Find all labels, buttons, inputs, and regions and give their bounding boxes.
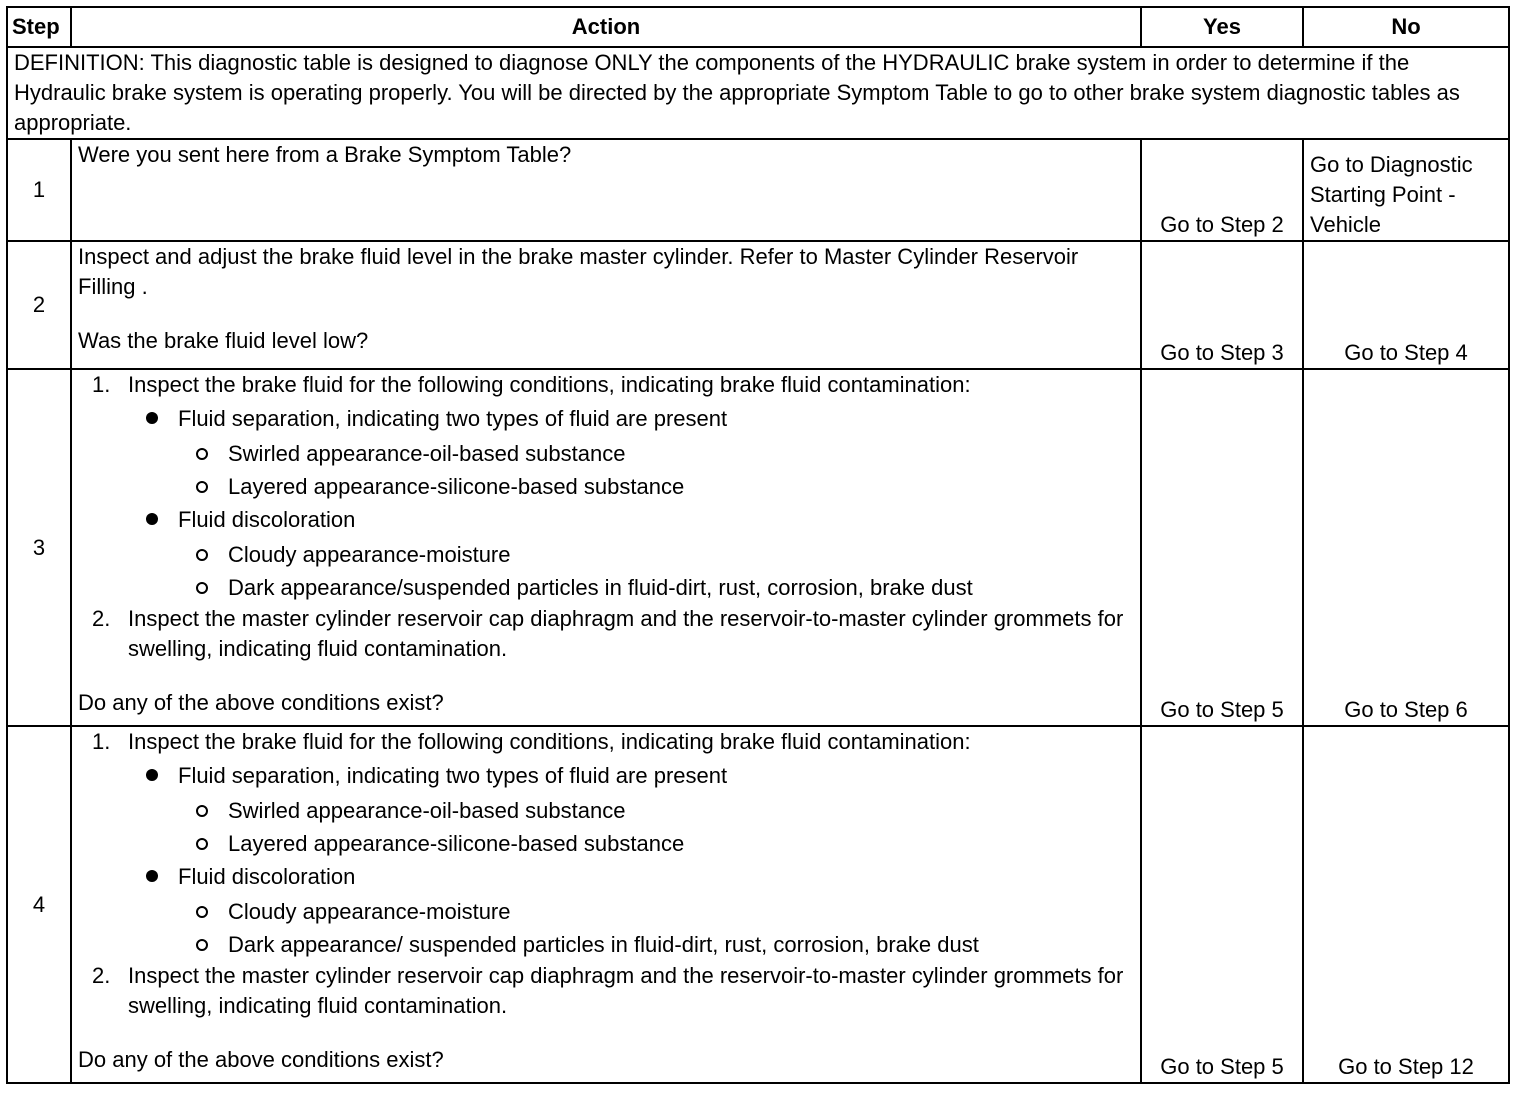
- bullet-text: Fluid separation, indicating two types of fluid are present: [178, 406, 728, 431]
- sub-item: [178, 928, 1134, 961]
- bullet-list: [128, 759, 1134, 961]
- step-question: Were you sent here from a Brake Symptom Table?: [78, 142, 572, 167]
- hollow-circle-icon: [196, 481, 208, 493]
- list-item-text: Inspect the master cylinder reservoir cap diaphragm and the reservoir-to-master cylinder grommets for swelling, indicating fluid contamination.: [128, 606, 1124, 661]
- sub-list: [178, 794, 1134, 860]
- step-number: 3: [7, 369, 71, 726]
- bullet-dot-icon: [146, 769, 158, 781]
- bullet-item: [128, 503, 1134, 604]
- step-number: 1: [7, 139, 71, 241]
- action-cell: [71, 726, 1141, 1083]
- no-cell: Go to Step 12: [1303, 726, 1509, 1083]
- bullet-text: Fluid discoloration: [178, 864, 356, 889]
- bullet-dot-icon: [146, 412, 158, 424]
- list-item-text: Inspect the brake fluid for the following conditions, indicating brake fluid contamination:: [128, 372, 971, 397]
- sub-item-text: Layered appearance-silicone-based substance: [228, 474, 685, 499]
- step-question: Do any of the above conditions exist?: [78, 1047, 444, 1072]
- sub-item-text: Layered appearance-silicone-based substance: [228, 831, 685, 856]
- bullet-item: [128, 402, 1134, 503]
- hollow-circle-icon: [196, 939, 208, 951]
- sub-item: [178, 470, 1134, 503]
- yes-cell: Go to Step 3: [1141, 241, 1303, 369]
- list-item: [78, 727, 1134, 961]
- hollow-circle-icon: [196, 448, 208, 460]
- action-cell: [71, 241, 1141, 369]
- definition-text: DEFINITION: This diagnostic table is designed to diagnose ONLY the components of the HYDRAULIC brake system in order to determine if the Hydraulic brake system is operating properly. You will be directed by the appropriate Symptom Table to go to other brake system diagnostic tables as appropriate.: [7, 47, 1509, 139]
- bullet-item: [128, 759, 1134, 860]
- step-question: Was the brake fluid level low?: [78, 328, 369, 353]
- definition-row: [7, 47, 1509, 139]
- step-instruction: Inspect and adjust the brake fluid level in the brake master cylinder. Refer to Master Cylinder Reservoir Filling .: [78, 244, 1079, 299]
- action-cell: [71, 139, 1141, 241]
- step-number: 2: [7, 241, 71, 369]
- sub-list: [178, 538, 1134, 604]
- sub-item-text: Dark appearance/ suspended particles in fluid-dirt, rust, corrosion, brake dust: [228, 932, 979, 957]
- bullet-dot-icon: [146, 870, 158, 882]
- step-number: 4: [7, 726, 71, 1083]
- list-item: [78, 604, 1134, 664]
- header-yes: Yes: [1141, 7, 1303, 47]
- sub-item-text: Swirled appearance-oil-based substance: [228, 441, 626, 466]
- bullet-text: Fluid discoloration: [178, 507, 356, 532]
- header-action: Action: [71, 7, 1141, 47]
- bullet-item: [128, 860, 1134, 961]
- bullet-text: Fluid separation, indicating two types of fluid are present: [178, 763, 728, 788]
- hollow-circle-icon: [196, 549, 208, 561]
- table-row: [7, 139, 1509, 241]
- hollow-circle-icon: [196, 582, 208, 594]
- list-item-text: Inspect the brake fluid for the following conditions, indicating brake fluid contamination:: [128, 729, 971, 754]
- sub-item: [178, 895, 1134, 928]
- hollow-circle-icon: [196, 906, 208, 918]
- hollow-circle-icon: [196, 805, 208, 817]
- sub-item: [178, 538, 1134, 571]
- step-question: Do any of the above conditions exist?: [78, 690, 444, 715]
- no-cell: Go to Step 4: [1303, 241, 1509, 369]
- sub-item: [178, 827, 1134, 860]
- no-cell: Go to Step 6: [1303, 369, 1509, 726]
- sub-item-text: Dark appearance/suspended particles in fluid-dirt, rust, corrosion, brake dust: [228, 575, 973, 600]
- yes-cell: Go to Step 5: [1141, 369, 1303, 726]
- sub-list: [178, 895, 1134, 961]
- bullet-list: [128, 402, 1134, 604]
- bullet-dot-icon: [146, 513, 158, 525]
- sub-item-text: Cloudy appearance-moisture: [228, 899, 511, 924]
- list-number: 1.: [92, 729, 111, 754]
- sub-item-text: Cloudy appearance-moisture: [228, 542, 511, 567]
- action-cell: [71, 369, 1141, 726]
- hollow-circle-icon: [196, 838, 208, 850]
- numbered-list: [78, 727, 1134, 1021]
- list-number: 2.: [92, 606, 111, 631]
- list-item: [78, 370, 1134, 604]
- list-number: 2.: [92, 963, 111, 988]
- list-item: [78, 961, 1134, 1021]
- table-row: [7, 241, 1509, 369]
- header-no: No: [1303, 7, 1509, 47]
- sub-item-text: Swirled appearance-oil-based substance: [228, 798, 626, 823]
- table-row: [7, 726, 1509, 1083]
- table-row: [7, 369, 1509, 726]
- sub-item: [178, 571, 1134, 604]
- sub-item: [178, 794, 1134, 827]
- yes-cell: Go to Step 5: [1141, 726, 1303, 1083]
- list-item-text: Inspect the master cylinder reservoir cap diaphragm and the reservoir-to-master cylinder grommets for swelling, indicating fluid contamination.: [128, 963, 1124, 1018]
- sub-item: [178, 437, 1134, 470]
- list-number: 1.: [92, 372, 111, 397]
- sub-list: [178, 437, 1134, 503]
- numbered-list: [78, 370, 1134, 664]
- header-step: Step: [7, 7, 71, 47]
- no-cell: Go to Diagnostic Starting Point - Vehicle: [1303, 139, 1509, 241]
- header-row: [7, 7, 1509, 47]
- diagnostic-table: [6, 6, 1510, 1084]
- yes-cell: Go to Step 2: [1141, 139, 1303, 241]
